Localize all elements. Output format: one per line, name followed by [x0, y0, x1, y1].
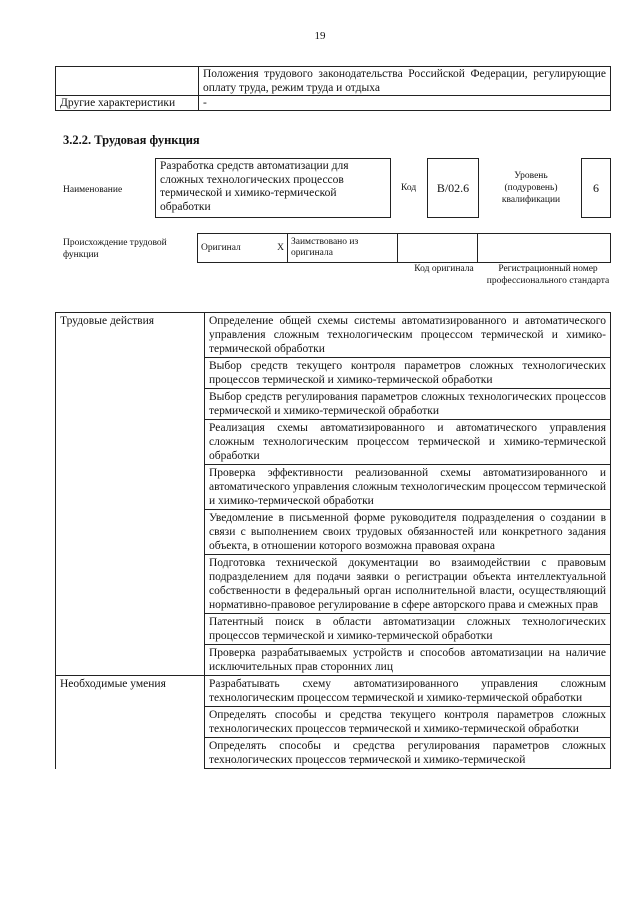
- labor-action-item: Выбор средств регулирования параметров сложных технологических процессов термической и химико-термической обработки: [205, 389, 611, 420]
- origin-table: [197, 233, 611, 263]
- original-code-cell: [398, 234, 478, 263]
- labor-action-item: Выбор средств текущего контроля параметров сложных технологических процессов термической и химико-термической обработки: [205, 358, 611, 389]
- name-label: Наименование: [63, 185, 123, 195]
- characteristics-table: [55, 66, 611, 111]
- table-row: [56, 645, 611, 676]
- section-heading: 3.2.2. Трудовая функция: [63, 133, 200, 147]
- skill-item: Определять способы и средства текущего контроля параметров сложных технологических процессов термической и химико-термической обработки: [205, 707, 611, 738]
- labor-action-item: Проверка разрабатываемых устройств и способов автоматизации на наличие исключительных прав сторонних лиц: [205, 645, 611, 676]
- table-row: [56, 67, 611, 96]
- labor-action-item: Проверка эффективности реализованной схемы автоматизированного и автоматического управления сложным технологическим процессом термической и химико-термической обработки: [205, 465, 611, 510]
- original-code-caption: Код оригинала: [414, 264, 474, 274]
- table-row: [56, 389, 611, 420]
- table-row: [56, 614, 611, 645]
- reg-number-cell: [478, 234, 611, 263]
- function-details-table: [55, 312, 611, 769]
- other-characteristics-label: Другие характеристики: [56, 96, 199, 111]
- labor-action-item: Реализация схемы автоматизированного и автоматического управления сложным технологическим процессом термической и химико-термической обработки: [205, 420, 611, 465]
- table-row: [56, 465, 611, 510]
- code-label: Код: [401, 183, 417, 193]
- function-code-box: В/02.6: [427, 158, 479, 218]
- table-row: [56, 96, 611, 111]
- original-mark: X: [262, 234, 288, 263]
- table-row: [56, 738, 611, 769]
- reg-number-caption: Регистрационный номер профессионального стандарта: [486, 264, 610, 286]
- skill-item: Разрабатывать схему автоматизированного управления сложным технологическим процессом термической и химико-термической обработки: [205, 676, 611, 707]
- function-name-box: Разработка средств автоматизации для сложных технологических процессов термической и химико-термической обработки: [155, 158, 391, 218]
- table-row: [56, 420, 611, 465]
- borrowed-cell: Заимствовано из оригинала: [288, 234, 398, 263]
- labor-action-item: Уведомление в письменной форме руководителя подразделения о создании в связи с выполнением своих трудовых обязанностей или конкретного задания объекта, в отношении которого возможна правовая охрана: [205, 510, 611, 555]
- labor-regulations-cell: Положения трудового законодательства Российской Федерации, регулирующие оплату труда, режим труда и отдыха: [199, 67, 611, 96]
- qualification-level-label: Уровень (подуровень) квалификации: [501, 171, 561, 205]
- required-skills-label: Необходимые умения: [56, 676, 205, 707]
- table-row: [56, 313, 611, 358]
- labor-actions-label: Трудовые действия: [56, 313, 205, 358]
- labor-action-item: Патентный поиск в области автоматизации сложных технологических процессов термической и химико-термической обработки: [205, 614, 611, 645]
- skill-item: Определять способы и средства регулирования параметров сложных технологических процессов термической и химико-термической: [205, 738, 611, 769]
- qualification-level-box: 6: [581, 158, 611, 218]
- labor-action-item: Определение общей схемы системы автоматизированного и автоматического управления сложным технологическим процессом термической и химико-термической обработки: [205, 313, 611, 358]
- table-row: [56, 555, 611, 614]
- table-row: [56, 358, 611, 389]
- empty-cell: [56, 67, 199, 96]
- table-row: [198, 234, 611, 263]
- origin-label: Происхождение трудовой функции: [63, 238, 167, 260]
- other-characteristics-value: -: [199, 96, 611, 111]
- labor-action-item: Подготовка технической документации во взаимодействии с правовым подразделением для подачи заявки о регистрации объекта интеллектуальной собственности в федеральный орган исполнительной власти, осуществляющий нормативно-правовое регулирование в сфере авторского права и смежных прав: [205, 555, 611, 614]
- original-cell: Оригинал: [198, 234, 262, 263]
- page-number: 19: [314, 30, 326, 42]
- table-row: [56, 707, 611, 738]
- table-row: [56, 510, 611, 555]
- table-row: [56, 676, 611, 707]
